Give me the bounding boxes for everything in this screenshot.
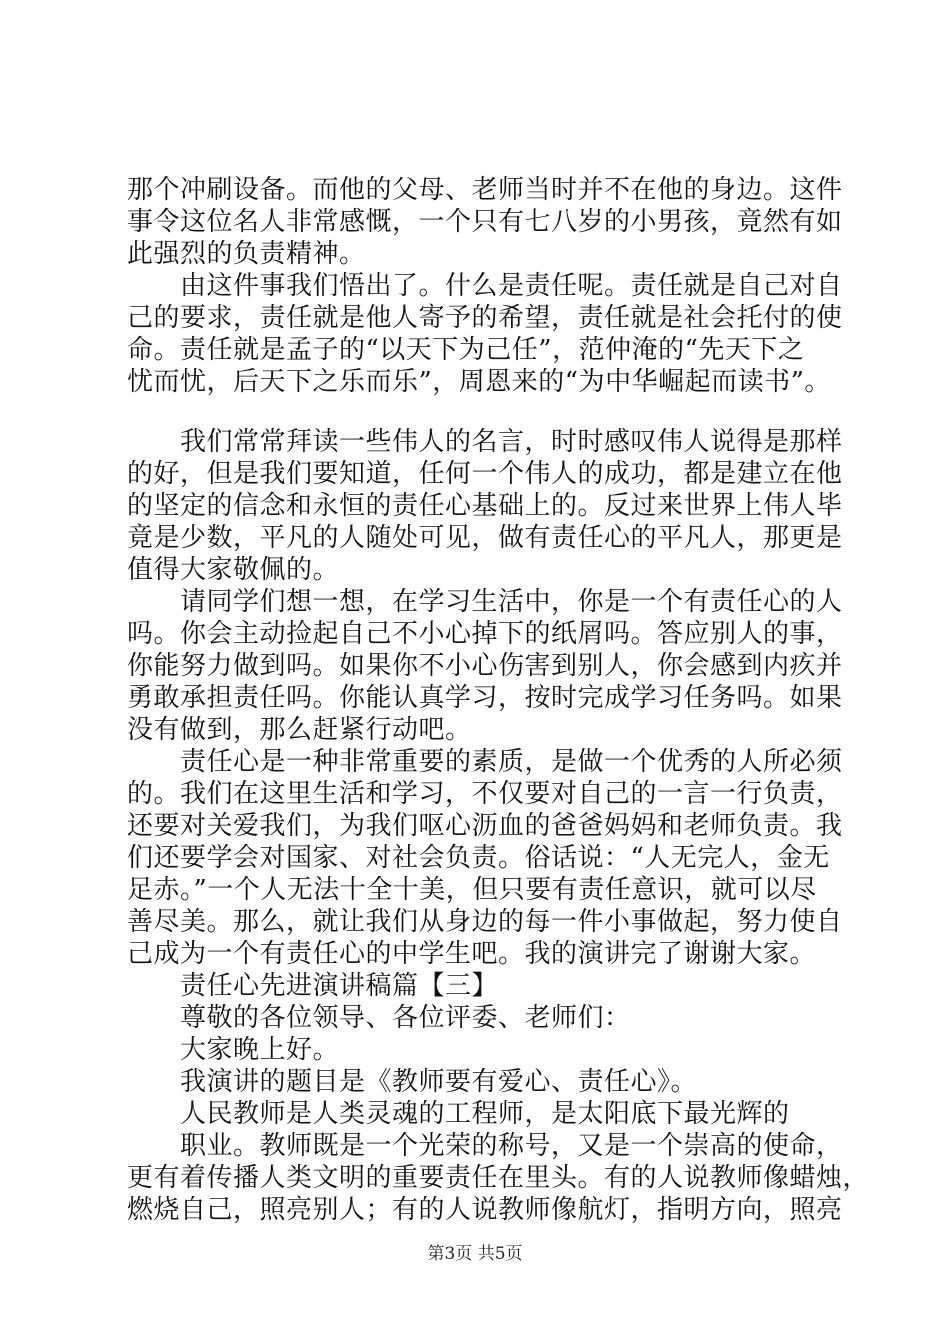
page-footer: 第3页 共5页 [427,1244,523,1264]
text-line: 的坚定的信念和永恒的责任心基础上的。反过来世界上伟人毕 [127,491,843,521]
text-line: 事令这位名人非常感慨，一个只有七八岁的小男孩，竟然有如 [127,207,843,237]
text-line: 燃烧自己，照亮别人；有的人说教师像航灯，指明方向，照亮 [127,1195,843,1225]
text-line: 那个冲刷设备。而他的父母、老师当时并不在他的身边。这件 [127,175,843,205]
text-line: 请同学们想一想，在学习生活中，你是一个有责任心的人 [180,587,843,617]
text-line: 你能努力做到吗。如果你不小心伤害到别人，你会感到内疚并 [127,651,843,681]
text-line: 竟是少数，平凡的人随处可见，做有责任心的平凡人，那更是 [127,523,843,553]
text-line: 职业。教师既是一个光荣的称号，又是一个崇高的使命， [180,1131,843,1161]
text-line: 尊敬的各位领导、各位评委、老师们： [180,1003,631,1033]
text-line: 己成为一个有责任心的中学生吧。我的演讲完了谢谢大家。 [127,939,817,969]
text-line: 没有做到，那么赶紧行动吧。 [127,715,472,745]
text-line: 此强烈的负责精神。 [127,239,366,269]
text-line: 还要对关爱我们，为我们呕心沥血的爸爸妈妈和老师负责。我 [127,811,843,841]
text-line: 责任心是一种非常重要的素质，是做一个优秀的人所必须 [180,747,843,777]
text-line: 命。责任就是孟子的“以天下为己任”，范仲淹的“先天下之 [127,335,805,365]
text-line: 更有着传播人类文明的重要责任在里头。有的人说教师像蜡烛， [127,1163,870,1193]
text-line: 己的要求，责任就是他人寄予的希望，责任就是社会托付的使 [127,303,843,333]
text-line: 们还要学会对国家、对社会负责。俗话说：“人无完人，金无 [127,843,830,873]
text-line: 吗。你会主动捡起自己不小心掉下的纸屑吗。答应别人的事， [127,619,843,649]
text-line: 人民教师是人类灵魂的工程师，是太阳底下最光辉的 [180,1099,790,1129]
text-line: 的好，但是我们要知道，任何一个伟人的成功，都是建立在他 [127,459,843,489]
text-line: 值得大家敬佩的。 [127,555,340,585]
text-line: 善尽美。那么，就让我们从身边的每一件小事做起，努力使自 [127,907,843,937]
text-line: 的。我们在这里生活和学习，不仅要对自己的一言一行负责， [127,779,843,809]
text-line: 大家晚上好。 [180,1035,340,1065]
text-line: 我演讲的题目是《教师要有爱心、责任心》。 [180,1067,698,1097]
text-line: 足赤。”一个人无法十全十美，但只要有责任意识，就可以尽 [127,875,817,905]
text-line: 我们常常拜读一些伟人的名言，时时感叹伟人说得是那样 [180,427,843,457]
text-line: 勇敢承担责任吗。你能认真学习，按时完成学习任务吗。如果 [127,683,843,713]
text-line: 由这件事我们悟出了。什么是责任呢。责任就是自己对自 [180,271,843,301]
section-heading: 责任心先进演讲稿篇【三】 [180,971,499,1001]
text-line: 忧而忧，后天下之乐而乐”，周恩来的“为中华崛起而读书”。 [127,367,831,397]
